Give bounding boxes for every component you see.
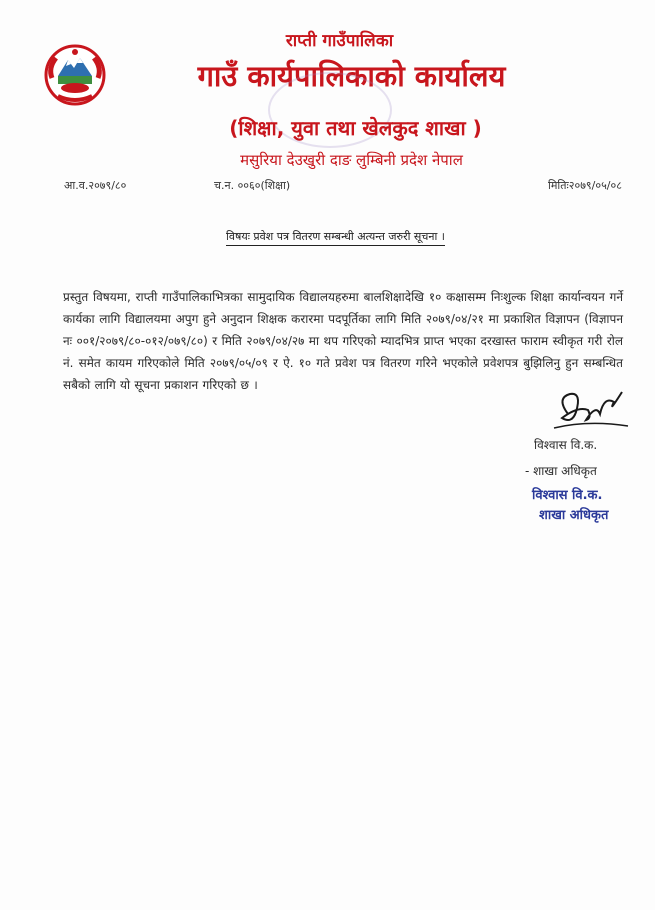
municipality-name: राप्ती गाउँपालिका bbox=[285, 31, 394, 51]
fiscal-year: आ.व.२०७९/८० bbox=[64, 179, 127, 192]
subject-line: विषयः प्रवेश पत्र वितरण सम्बन्धी अत्यन्त जरुरी सूचना । bbox=[226, 229, 445, 246]
office-address: मसुरिया देउखुरी दाङ लुम्बिनी प्रदेश नेपाल bbox=[240, 151, 463, 169]
section-title: (शिक्षा, युवा तथा खेलकुद शाखा ) bbox=[229, 116, 482, 140]
office-title: गाउँ कार्यपालिकाको कार्यालय bbox=[197, 59, 506, 93]
notice-body: प्रस्तुत विषयमा, राप्ती गाउँपालिकाभित्रका सामुदायिक विद्यालयहरुमा बालशिक्षादेखि १० कक्षासम्म निःशुल्क शिक्षा कार्यान्वयन गर्ने कार्यका लागि विद्यालयमा अपुग हुने अनुदान शिक्षक करारमा पदपूर्तिका लागि मिति २०७९/०४/२१ मा प्रकाशित विज्ञापन (विज्ञापन नः ००१/२०७९/८०-०१२/०७९/८०) र मिति २०७९/०४/२७ मा थप गरिएको म्यादभित्र प्राप्त भएका दरखास्त फाराम स्वीकृत गरी रोल नं. समेत कायम गरिएकोले मिति २०७९/०५/०९ र ऐ. १० गते प्रवेश पत्र वितरण गरिने भएकोले प्रवेशपत्र बुझिलिनु हुन सम्बन्धित सबैको लागि यो सूचना प्रकाशन गरिएको छ । bbox=[63, 290, 623, 392]
dispatch-number: च.न. ००६०(शिक्षा) bbox=[214, 179, 291, 192]
letter-date: मितिः२०७९/०५/०८ bbox=[548, 179, 622, 192]
stamp-signatory-name: विश्वास वि.क. bbox=[532, 488, 603, 503]
stamp-signatory-post: शाखा अधिकृत bbox=[539, 508, 609, 523]
signature-icon bbox=[548, 384, 632, 436]
signatory-post: - शाखा अधिकृत bbox=[525, 464, 597, 478]
signatory-name: विश्वास वि.क. bbox=[534, 438, 598, 452]
